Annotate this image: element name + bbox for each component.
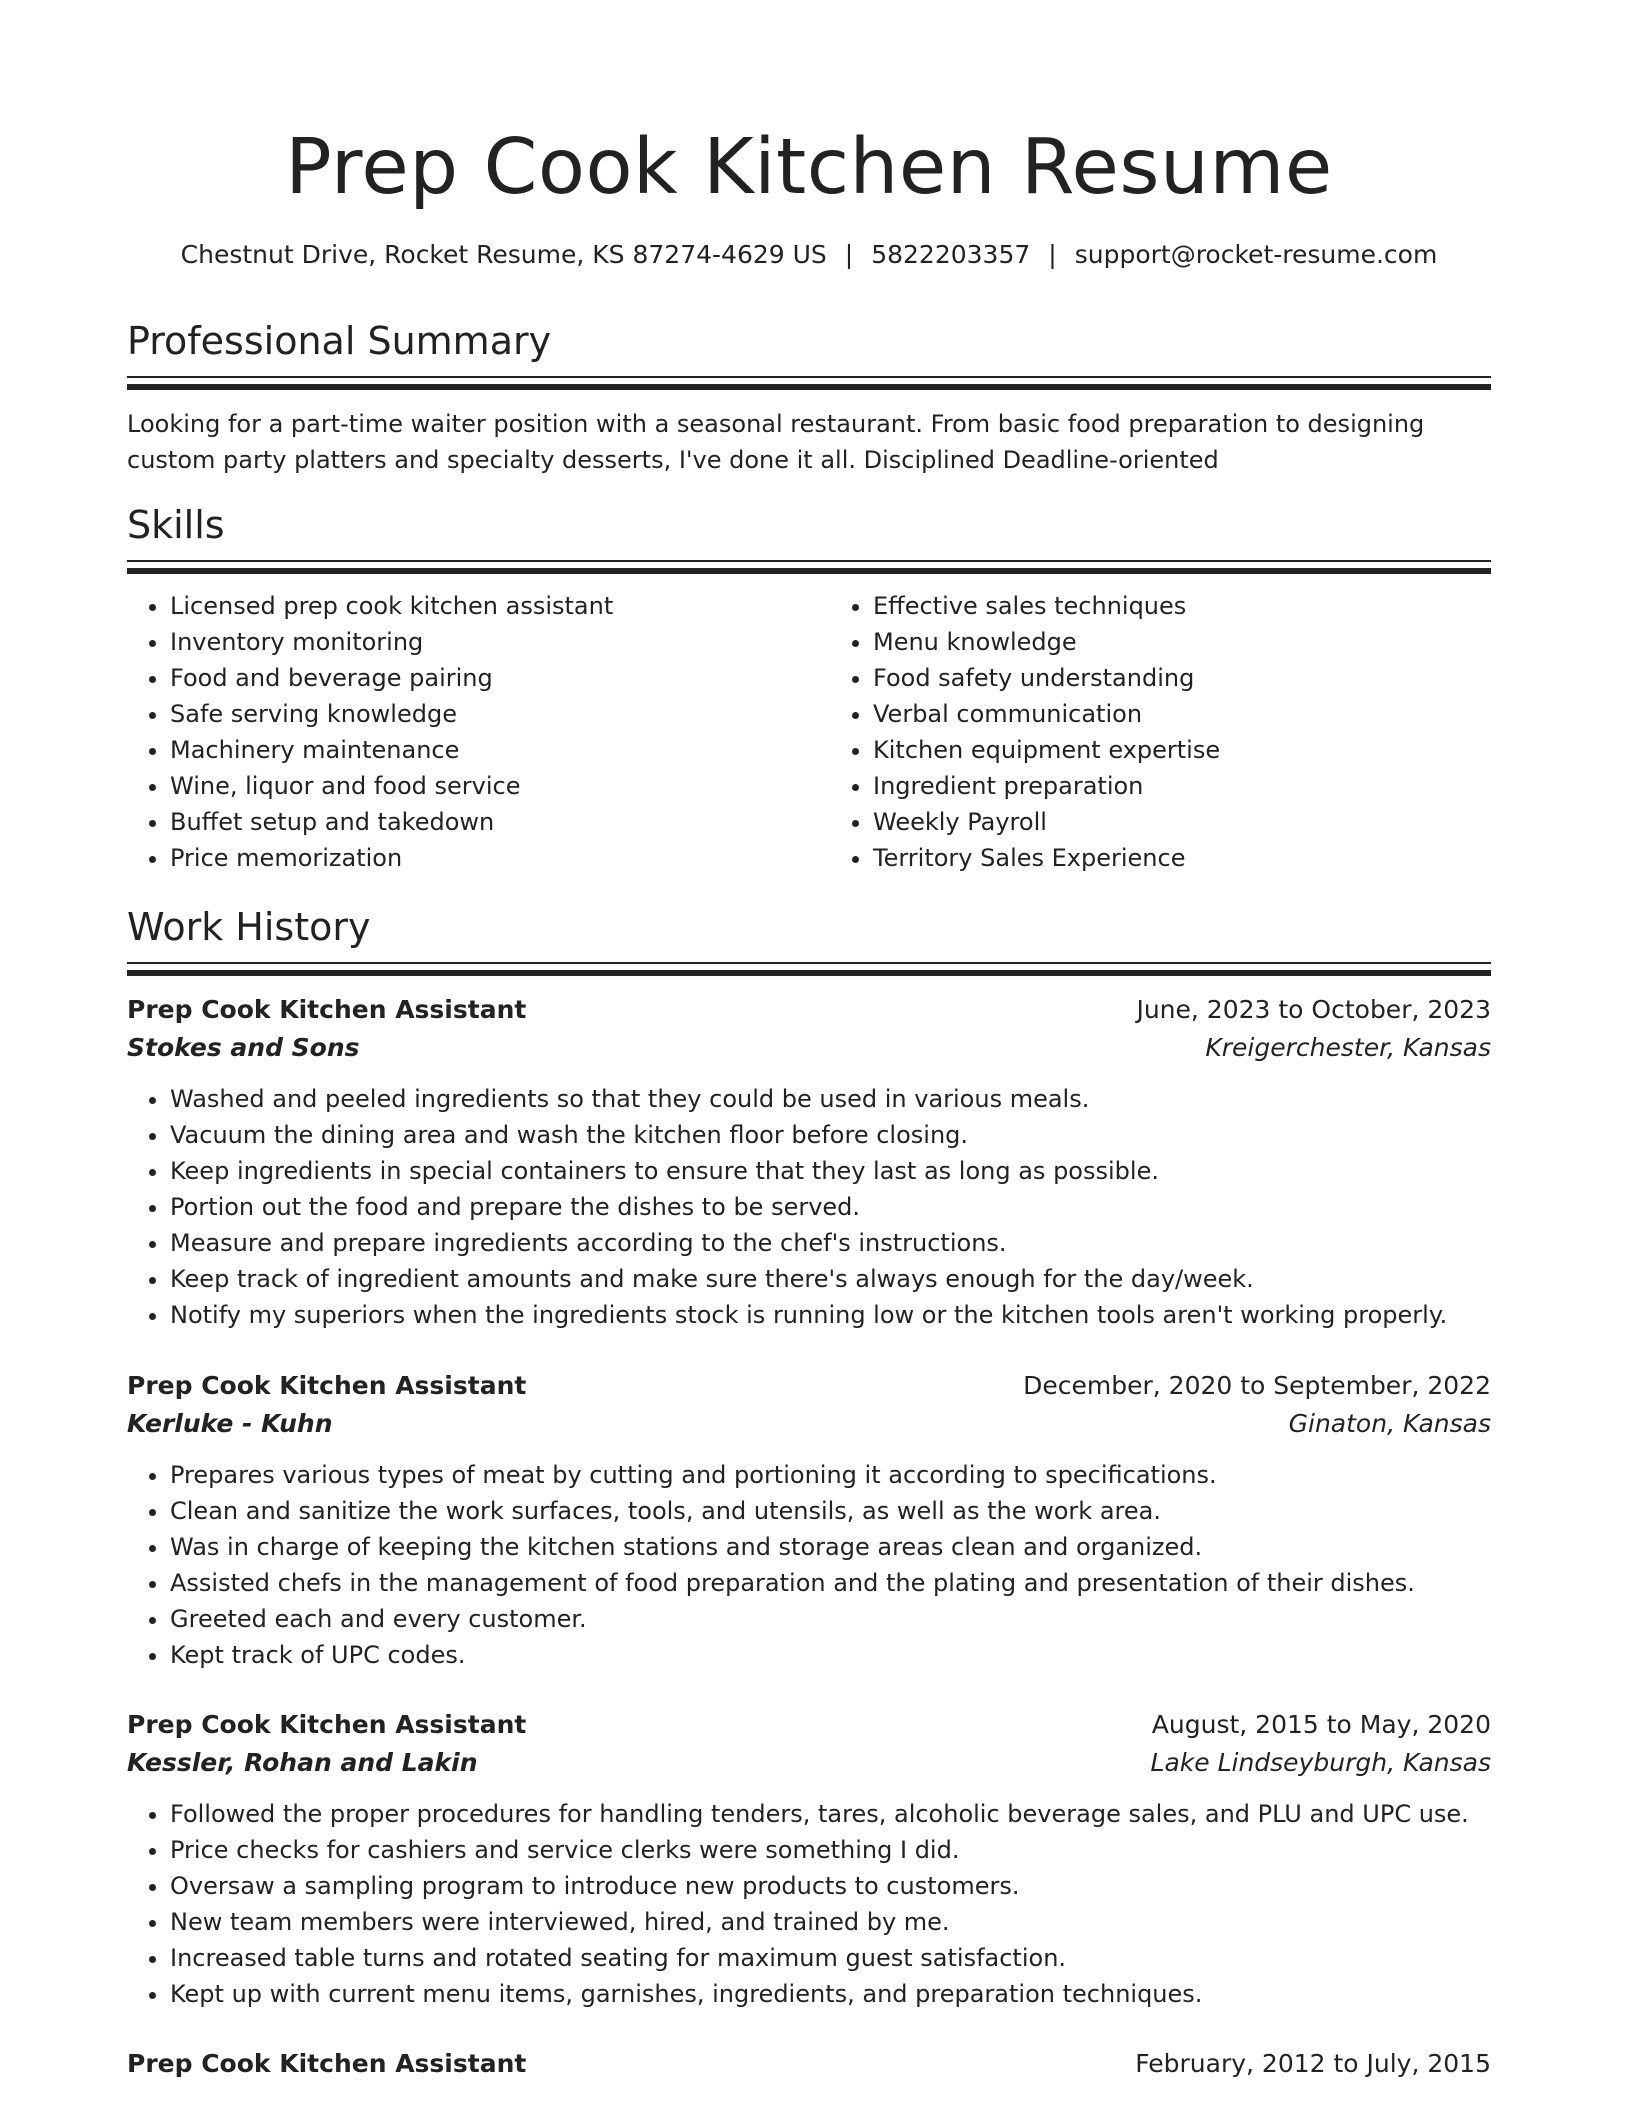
skills-list	[127, 588, 1491, 876]
contact-email: support@rocket-resume.com	[1074, 240, 1438, 269]
job-duty: • New team members were interviewed, hired, and trained by me.	[170, 1904, 1491, 1940]
contact-phone: 5822203357	[871, 240, 1031, 269]
section-divider-thick	[127, 568, 1491, 574]
skill-item: • Wine, liquor and food service	[170, 768, 788, 804]
skill-item: • Inventory monitoring	[170, 624, 788, 660]
skill-item: • Food safety understanding	[873, 660, 1491, 696]
section-title: Professional Summary	[127, 319, 552, 363]
job-duty: • Was in charge of keeping the kitchen stations and storage areas clean and organized.	[170, 1529, 1491, 1565]
job-entry	[127, 1367, 1491, 1673]
skill-item: • Verbal communication	[873, 696, 1491, 732]
skills-column-left	[127, 588, 788, 876]
summary-text: Looking for a part-time waiter position with a seasonal restaurant. From basic food preparation to designing custom party platters and specialty desserts, I've done it all. Disciplined Deadline-oriented	[127, 410, 1425, 474]
job-duty: • Kept track of UPC codes.	[170, 1637, 1491, 1673]
contact-line	[127, 240, 1491, 270]
skill-item: • Weekly Payroll	[873, 804, 1491, 840]
job-duty: • Greeted each and every customer.	[170, 1601, 1491, 1637]
job-duty: • Prepares various types of meat by cutting and portioning it according to specifications.	[170, 1457, 1491, 1493]
job-duty: • Price checks for cashiers and service clerks were something I did.	[170, 1832, 1491, 1868]
job-subheader	[127, 1029, 1491, 1067]
job-entry	[127, 1706, 1491, 2012]
job-duty: • Oversaw a sampling program to introduce new products to customers.	[170, 1868, 1491, 1904]
job-title: Prep Cook Kitchen Assistant	[127, 995, 527, 1024]
section-title: Work History	[127, 905, 371, 949]
job-header	[127, 2045, 1491, 2083]
section-divider	[127, 376, 1491, 378]
job-duty: • Clean and sanitize the work surfaces, tools, and utensils, as well as the work area.	[170, 1493, 1491, 1529]
skill-item: • Territory Sales Experience	[873, 840, 1491, 876]
job-title: Prep Cook Kitchen Assistant	[127, 2049, 527, 2078]
job-entry	[127, 991, 1491, 1333]
skill-item: • Ingredient preparation	[873, 768, 1491, 804]
job-header	[127, 991, 1491, 1029]
skill-item: • Machinery maintenance	[170, 732, 788, 768]
job-duty: • Vacuum the dining area and wash the kitchen floor before closing.	[170, 1117, 1491, 1153]
work-history-section	[127, 904, 1491, 976]
skill-item: • Food and beverage pairing	[170, 660, 788, 696]
skill-item: • Safe serving knowledge	[170, 696, 788, 732]
job-company: Kessler, Rohan and Lakin	[127, 1748, 478, 1777]
job-dates: December, 2020 to September, 2022	[1023, 1371, 1491, 1400]
section-title: Skills	[127, 503, 225, 547]
skills-section	[127, 502, 1491, 876]
section-divider-thick	[127, 384, 1491, 390]
job-subheader	[127, 1744, 1491, 1782]
summary-section	[127, 318, 1491, 478]
skill-item: • Menu knowledge	[873, 624, 1491, 660]
job-duty: • Notify my superiors when the ingredients stock is running low or the kitchen tools aren't working properly.	[170, 1297, 1491, 1333]
contact-address: Chestnut Drive, Rocket Resume, KS 87274-4629 US	[180, 240, 827, 269]
job-duty: • Portion out the food and prepare the dishes to be served.	[170, 1189, 1491, 1225]
job-duty: • Measure and prepare ingredients according to the chef's instructions.	[170, 1225, 1491, 1261]
job-duties	[127, 1796, 1491, 2012]
job-title: Prep Cook Kitchen Assistant	[127, 1371, 527, 1400]
skill-item: • Price memorization	[170, 840, 788, 876]
job-duty: • Washed and peeled ingredients so that they could be used in various meals.	[170, 1081, 1491, 1117]
job-title: Prep Cook Kitchen Assistant	[127, 1710, 527, 1739]
section-divider-thick	[127, 970, 1491, 976]
section-divider	[127, 560, 1491, 562]
job-dates: June, 2023 to October, 2023	[1136, 995, 1491, 1024]
job-duty: • Keep ingredients in special containers to ensure that they last as long as possible.	[170, 1153, 1491, 1189]
skill-item: • Effective sales techniques	[873, 588, 1491, 624]
resume-name: Prep Cook Kitchen Resume	[285, 123, 1333, 212]
job-duty: • Increased table turns and rotated seating for maximum guest satisfaction.	[170, 1940, 1491, 1976]
job-location: Kreigerchester, Kansas	[1205, 1033, 1491, 1062]
contact-separator: |	[1048, 240, 1057, 269]
contact-separator: |	[844, 240, 854, 269]
job-duty: • Followed the proper procedures for handling tenders, tares, alcoholic beverage sales, and PLU and UPC use.	[170, 1796, 1491, 1832]
job-location: Ginaton, Kansas	[1288, 1409, 1491, 1438]
job-company: Stokes and Sons	[127, 1033, 360, 1062]
job-duty: • Assisted chefs in the management of food preparation and the plating and presentation of their dishes.	[170, 1565, 1491, 1601]
job-duty: • Kept up with current menu items, garnishes, ingredients, and preparation techniques.	[170, 1976, 1491, 2012]
job-company: Kerluke - Kuhn	[127, 1409, 333, 1438]
skills-column-right	[830, 588, 1491, 876]
job-subheader	[127, 1405, 1491, 1443]
job-duties	[127, 1081, 1491, 1333]
job-entry	[127, 2045, 1491, 2083]
job-duties	[127, 1457, 1491, 1673]
job-header	[127, 1367, 1491, 1405]
skill-item: • Licensed prep cook kitchen assistant	[170, 588, 788, 624]
job-duty: • Keep track of ingredient amounts and make sure there's always enough for the day/week.	[170, 1261, 1491, 1297]
job-dates: February, 2012 to July, 2015	[1135, 2049, 1491, 2078]
section-divider	[127, 962, 1491, 964]
job-location: Lake Lindseyburgh, Kansas	[1150, 1748, 1491, 1777]
skill-item: • Buffet setup and takedown	[170, 804, 788, 840]
job-dates: August, 2015 to May, 2020	[1151, 1710, 1491, 1739]
skill-item: • Kitchen equipment expertise	[873, 732, 1491, 768]
job-header	[127, 1706, 1491, 1744]
